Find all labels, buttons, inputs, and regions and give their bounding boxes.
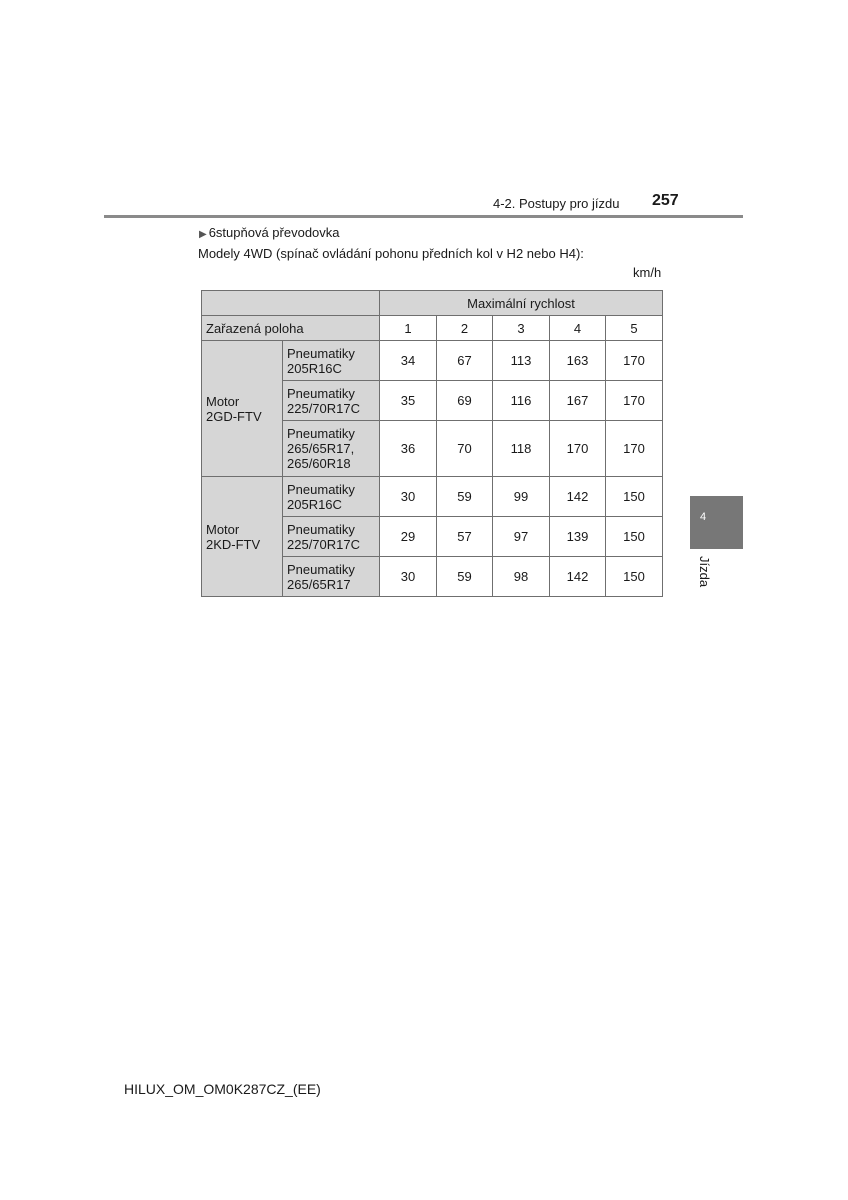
speed-value: 57 xyxy=(437,517,493,557)
cell-line: 2GD-FTV xyxy=(206,408,262,424)
tire-cell xyxy=(283,557,380,597)
speed-value: 99 xyxy=(493,477,550,517)
chapter-number: 4 xyxy=(700,511,707,523)
speed-value: 150 xyxy=(606,477,663,517)
cell-line: Pneumatiky xyxy=(287,481,355,497)
triangle-bullet-icon: ▶ xyxy=(199,229,207,240)
cell-line: Pneumatiky xyxy=(287,426,355,441)
unit-label: km/h xyxy=(633,265,662,280)
cell-line: 205R16C xyxy=(287,496,342,512)
speed-value: 142 xyxy=(550,557,606,597)
gear-number: 5 xyxy=(606,316,663,341)
tire-cell xyxy=(283,477,380,517)
cell-line: Pneumatiky xyxy=(287,385,355,401)
speed-value: 170 xyxy=(606,341,663,381)
gear-number: 2 xyxy=(437,316,493,341)
speed-value: 97 xyxy=(493,517,550,557)
speed-value: 170 xyxy=(606,381,663,421)
tire-cell xyxy=(283,381,380,421)
tire-cell xyxy=(283,517,380,557)
tire-cell xyxy=(283,421,380,477)
gear-label: Zařazená poloha xyxy=(202,316,380,341)
engine-cell xyxy=(202,341,283,477)
speed-value: 70 xyxy=(437,421,493,477)
cell-line: 2KD-FTV xyxy=(206,536,261,552)
speed-value: 29 xyxy=(380,517,437,557)
speed-value: 170 xyxy=(550,421,606,477)
table-header-row xyxy=(202,291,663,316)
max-speed-table xyxy=(201,290,663,597)
speed-value: 67 xyxy=(437,341,493,381)
engine-cell xyxy=(202,477,283,597)
header-divider xyxy=(104,215,743,218)
tire-cell xyxy=(283,341,380,381)
speed-value: 116 xyxy=(493,381,550,421)
speed-value: 35 xyxy=(380,381,437,421)
speed-value: 98 xyxy=(493,557,550,597)
header-section-title: 4-2. Postupy pro jízdu xyxy=(493,196,620,211)
cell-line: 265/65R17 xyxy=(287,576,351,592)
cell-line: Pneumatiky xyxy=(287,521,355,537)
cell-line: Pneumatiky xyxy=(287,345,355,361)
speed-value: 59 xyxy=(437,557,493,597)
speed-value: 150 xyxy=(606,517,663,557)
header-empty-cell xyxy=(202,291,380,316)
chapter-label: Jízda xyxy=(697,556,712,588)
max-speed-header: Maximální rychlost xyxy=(380,291,663,316)
speed-value: 150 xyxy=(606,557,663,597)
speed-value: 163 xyxy=(550,341,606,381)
cell-line: 265/65R17, xyxy=(287,441,355,456)
speed-value: 69 xyxy=(437,381,493,421)
footer-code: HILUX_OM_OM0K287CZ_(EE) xyxy=(124,1081,321,1097)
gear-row xyxy=(202,316,663,341)
intro-text: Modely 4WD (spínač ovládání pohonu předních kol v H2 nebo H4): xyxy=(198,246,584,261)
page-number: 257 xyxy=(652,192,679,209)
speed-value: 167 xyxy=(550,381,606,421)
chapter-tab xyxy=(690,496,743,549)
subheading-text: 6stupňová převodovka xyxy=(208,225,340,240)
speed-value: 170 xyxy=(606,421,663,477)
speed-value: 30 xyxy=(380,557,437,597)
speed-value: 113 xyxy=(493,341,550,381)
table-row xyxy=(202,477,663,517)
gear-number: 1 xyxy=(380,316,437,341)
speed-value: 36 xyxy=(380,421,437,477)
subheading xyxy=(199,225,340,240)
speed-value: 59 xyxy=(437,477,493,517)
cell-line: 265/60R18 xyxy=(287,456,351,471)
table-row xyxy=(202,341,663,381)
cell-line: Motor xyxy=(206,393,240,409)
cell-line: 225/70R17C xyxy=(287,536,360,552)
gear-number: 4 xyxy=(550,316,606,341)
speed-value: 118 xyxy=(493,421,550,477)
cell-line: 205R16C xyxy=(287,360,342,376)
speed-value: 34 xyxy=(380,341,437,381)
speed-value: 30 xyxy=(380,477,437,517)
cell-line: 225/70R17C xyxy=(287,400,360,416)
cell-line: Motor xyxy=(206,521,240,537)
cell-line: Pneumatiky xyxy=(287,561,355,577)
speed-value: 139 xyxy=(550,517,606,557)
gear-number: 3 xyxy=(493,316,550,341)
speed-value: 142 xyxy=(550,477,606,517)
